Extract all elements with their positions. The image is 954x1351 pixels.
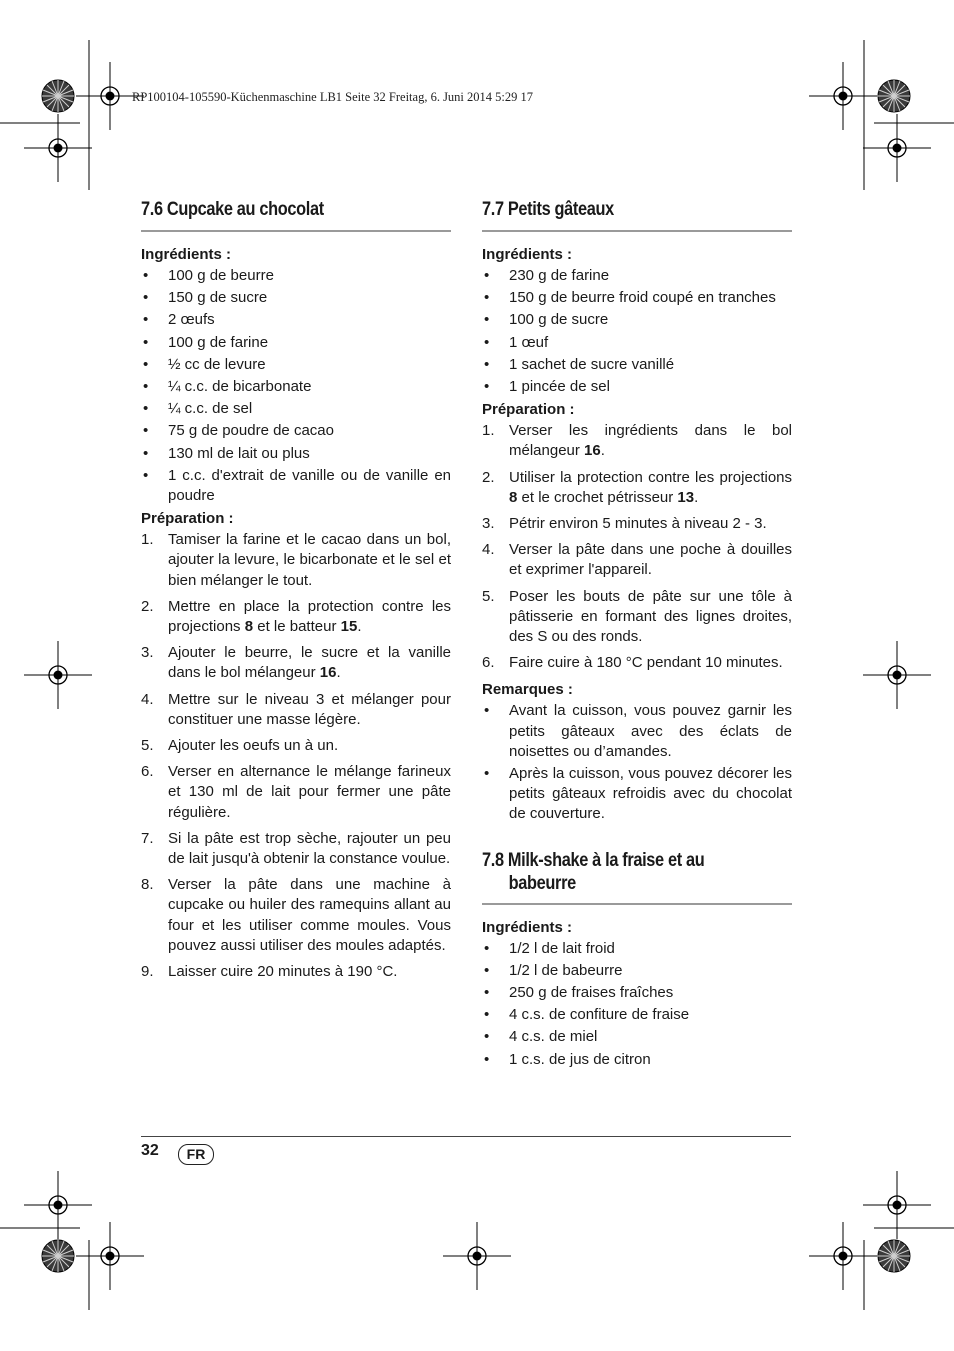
step-item: 5. Ajouter les oeufs un à un. (141, 737, 339, 755)
step-item: 2. Utiliser la protection contre les projections 8 et le crochet pétrisseur 13. (482, 468, 792, 506)
step-item: 3. Pétrir environ 5 minutes à niveau 2 - 3. (482, 515, 767, 533)
list-item: • Avant la cuisson, vous pouvez garnir les petits gâteaux avec des éclats de noisettes ou d’amandes. (482, 701, 792, 762)
section-heading-milkshake (482, 849, 792, 905)
step-item: 3. Ajouter le beurre, le sucre et la vanille dans le bol mélangeur 16. (141, 644, 451, 682)
step-list (482, 421, 792, 673)
list-item: • 100 g de farine (141, 333, 451, 353)
list-item: • Après la cuisson, vous pouvez décorer les petits gâteaux refroidis avec du chocolat de couverture. (482, 764, 792, 825)
list-item: • 75 g de poudre de cacao (141, 421, 451, 441)
list-item: • 4 c.s. de miel (482, 1027, 792, 1047)
list-item: • 230 g de farine (482, 266, 792, 286)
list-item: • 1 pincée de sel (482, 377, 792, 397)
page-number: 32 (141, 1142, 159, 1159)
step-item: 8. Verser la pâte dans une machine à cupcake ou huiler des ramequins allant au four et les utiliser comme moules. Vous pouvez aussi utiliser des moules adaptés. (141, 876, 451, 954)
list-item: • 100 g de sucre (482, 310, 792, 330)
step-item: 4. Verser la pâte dans une poche à douilles et exprimer l'appareil. (482, 541, 792, 579)
print-header: RP100104-105590-Küchenmaschine LB1 Seite 32 Freitag, 6. Juni 2014 5:29 17 (132, 90, 534, 104)
list-item: • 130 ml de lait ou plus (141, 444, 451, 464)
step-item: 5. Poser les bouts de pâte sur une tôle à pâtisserie en formant des lignes droites, des S ou des ronds. (482, 587, 792, 646)
preparation-label: Préparation : (482, 401, 575, 419)
ingredient-list (482, 266, 792, 397)
section-heading-cupcake (141, 198, 451, 232)
step-item: 4. Mettre sur le niveau 3 et mélanger pour constituer une masse légère. (141, 690, 451, 728)
list-item: • 1 œuf (482, 333, 792, 353)
list-item: • 100 g de beurre (141, 266, 451, 286)
section-heading-petits (482, 198, 792, 232)
step-item: 1. Verser les ingrédients dans le bol mélangeur 16. (482, 422, 792, 460)
language-badge: FR (178, 1144, 214, 1165)
step-item: 2. Mettre en place la protection contre les projections 8 et le batteur 15. (141, 597, 451, 636)
footer-divider (141, 1136, 791, 1137)
remarks-label: Remarques : (482, 681, 573, 699)
list-item: • 1 sachet de sucre vanillé (482, 355, 792, 375)
step-item: 7. Si la pâte est trop sèche, rajouter un peu de lait jusqu'à obtenir la constance voulue. (141, 829, 451, 868)
section-title: 7.7 Petits gâteaux (482, 199, 614, 220)
step-item: 6. Verser en alternance le mélange farineux et 130 ml de lait pour fermer une pâte régulière. (141, 763, 451, 821)
step-item: 6. Faire cuire à 180 °C pendant 10 minutes. (482, 654, 783, 672)
remarks-list (482, 701, 792, 824)
list-item: • 1/2 l de lait froid (482, 939, 792, 959)
list-item: • 2 œufs (141, 310, 451, 330)
preparation-label: Préparation : (141, 510, 234, 528)
ingredient-list (141, 266, 451, 506)
section-title: 7.8 Milk-shake à la fraise et au babeurre (482, 849, 705, 894)
section-title: 7.6 Cupcake au chocolat (141, 199, 324, 220)
step-item: 9. Laisser cuire 20 minutes à 190 °C. (141, 963, 398, 981)
ingredients-label: Ingrédients : (482, 246, 573, 263)
list-item: • 150 g de sucre (141, 288, 451, 308)
list-item: • 1/2 l de babeurre (482, 961, 792, 981)
list-item: • 1 c.c. d'extrait de vanille ou de vanille en poudre (141, 466, 451, 506)
list-item: • 4 c.s. de confiture de fraise (482, 1005, 792, 1025)
list-item: • 150 g de beurre froid coupé en tranches (482, 288, 792, 308)
column-right (482, 198, 792, 1072)
ingredient-list (482, 939, 792, 1070)
column-left (141, 198, 451, 988)
ingredients-label: Ingrédients : (141, 246, 232, 263)
list-item: • ¼ c.c. de sel (141, 399, 451, 419)
list-item: • 1 c.s. de jus de citron (482, 1050, 792, 1070)
step-list (141, 530, 451, 982)
step-item: 1. Tamiser la farine et le cacao dans un bol, ajouter la levure, le bicarbonate et le sel et bien mélanger le tout. (141, 531, 451, 589)
list-item: • ½ cc de levure (141, 355, 451, 375)
list-item: • ¼ c.c. de bicarbonate (141, 377, 451, 397)
ingredients-label: Ingrédients : (482, 918, 573, 936)
list-item: • 250 g de fraises fraîches (482, 983, 792, 1003)
